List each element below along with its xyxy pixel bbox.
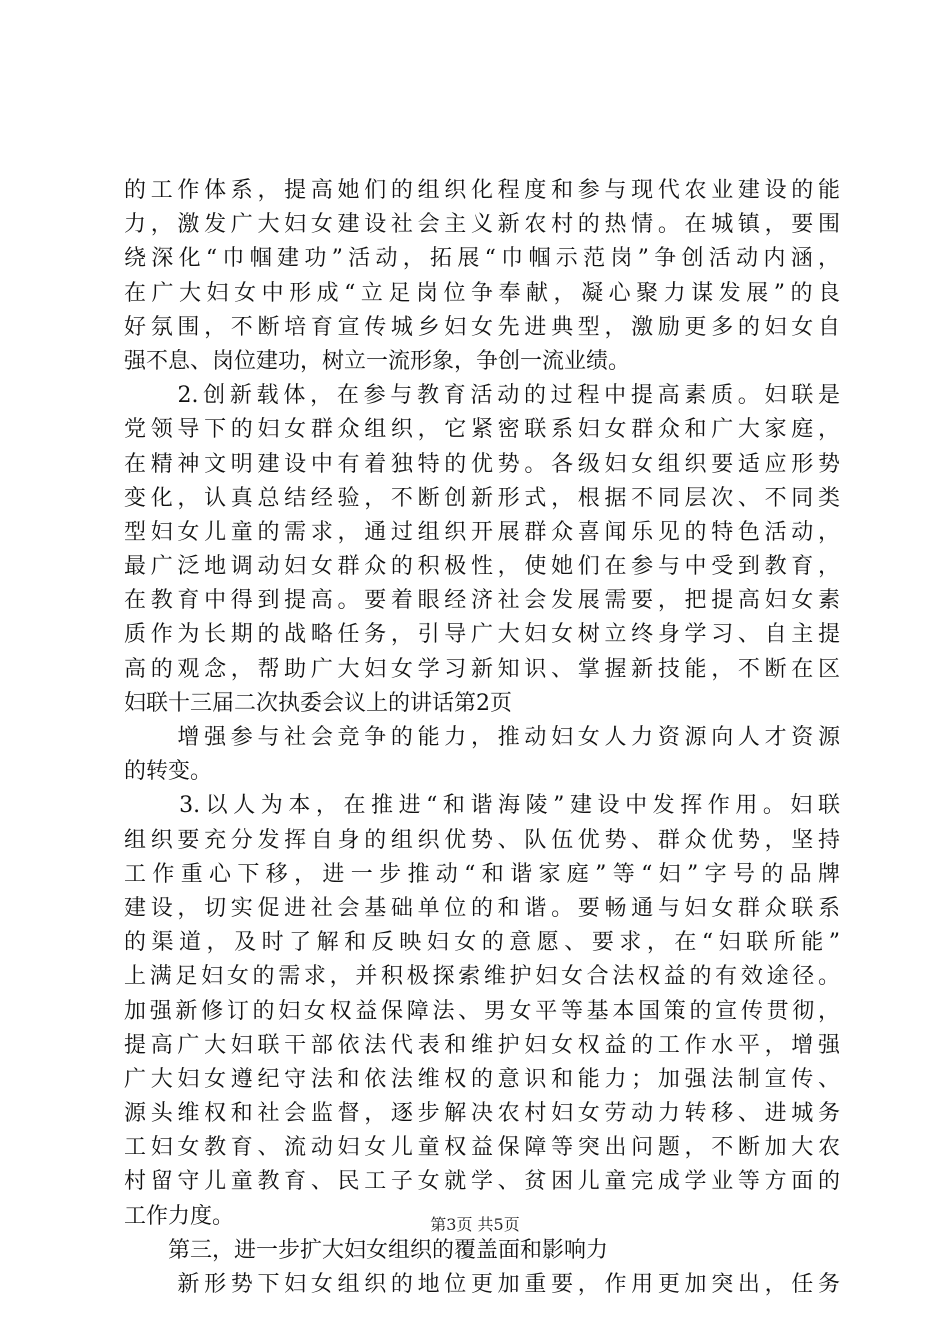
text-line: 高的观念，帮助广大妇女学习新知识、掌握新技能，不断在区 <box>124 656 840 682</box>
text-line: 广大妇女遵纪守法和依法维权的意识和能力；加强法制宣传、 <box>124 1066 840 1092</box>
text-line: 新形势下妇女组织的地位更加重要，作用更加突出，任务 <box>124 1272 840 1297</box>
text-line: 组织要充分发挥自身的组织优势、队伍优势、群众优势，坚持 <box>124 827 840 853</box>
text-line: 提高广大妇联干部依法代表和维护妇女权益的工作水平，增强 <box>124 1032 840 1058</box>
text-line: 在广大妇女中形成“立足岗位争奉献，凝心聚力谋发展”的良 <box>124 280 840 306</box>
text-line: 最广泛地调动妇女群众的积极性，使她们在参与中受到教育， <box>124 554 840 580</box>
text-line: 加强新修订的妇女权益保障法、男女平等基本国策的宣传贯彻， <box>124 998 840 1024</box>
text-line: 强不息、岗位建功，树立一流形象，争创一流业绩。 <box>124 348 631 374</box>
text-line: 的转变。 <box>124 759 213 785</box>
text-line: 妇联十三届二次执委会议上的讲话第2页 <box>124 690 512 716</box>
text-line: 变化，认真总结经验，不断创新形式，根据不同层次、不同类 <box>124 485 840 511</box>
text-line: 在教育中得到提高。要着眼经济社会发展需要，把提高妇女素 <box>124 588 840 614</box>
text-line: 工作重心下移，进一步推动“和谐家庭”等“妇”字号的品牌 <box>124 861 840 887</box>
text-line: 绕深化“巾帼建功”活动，拓展“巾帼示范岗”争创活动内涵， <box>124 246 840 272</box>
text-line: 好氛围，不断培育宣传城乡妇女先进典型，激励更多的妇女自 <box>124 314 840 340</box>
text-line: 质作为长期的战略任务，引导广大妇女树立终身学习、自主提 <box>124 622 840 648</box>
text-line: 工作力度。 <box>124 1203 235 1229</box>
text-line: 建设，切实促进社会基础单位的和谐。要畅通与妇女群众联系 <box>124 895 840 921</box>
text-line: 上满足妇女的需求，并积极探索维护妇女合法权益的有效途径。 <box>124 964 840 990</box>
text-line: 在精神文明建设中有着独特的优势。各级妇女组织要适应形势 <box>124 451 840 477</box>
section-heading: 第三，进一步扩大妇女组织的覆盖面和影响力 <box>124 1237 609 1263</box>
text-line: 的工作体系，提高她们的组织化程度和参与现代农业建设的能 <box>124 178 840 203</box>
text-line: 增强参与社会竞争的能力，推动妇女人力资源向人才资源 <box>124 725 840 750</box>
text-line: 3.以人为本，在推进“和谐海陵”建设中发挥作用。妇联 <box>124 793 840 819</box>
text-line: 村留守儿童教育、民工子女就学、贫困儿童完成学业等方面的 <box>124 1169 840 1195</box>
text-line: 力，激发广大妇女建设社会主义新农村的热情。在城镇，要围 <box>124 212 840 238</box>
page-footer: 第3页 共5页 <box>430 1215 520 1234</box>
text-line: 型妇女儿童的需求，通过组织开展群众喜闻乐见的特色活动， <box>124 519 840 545</box>
text-line: 的渠道，及时了解和反映妇女的意愿、要求，在“妇联所能” <box>124 930 840 956</box>
body-text <box>124 174 840 1302</box>
text-line: 工妇女教育、流动妇女儿童权益保障等突出问题，不断加大农 <box>124 1135 840 1161</box>
text-line: 2.创新载体，在参与教育活动的过程中提高素质。妇联是 <box>124 383 840 409</box>
text-line: 党领导下的妇女群众组织，它紧密联系妇女群众和广大家庭， <box>124 417 840 443</box>
text-line: 源头维权和社会监督，逐步解决农村妇女劳动力转移、进城务 <box>124 1101 840 1127</box>
